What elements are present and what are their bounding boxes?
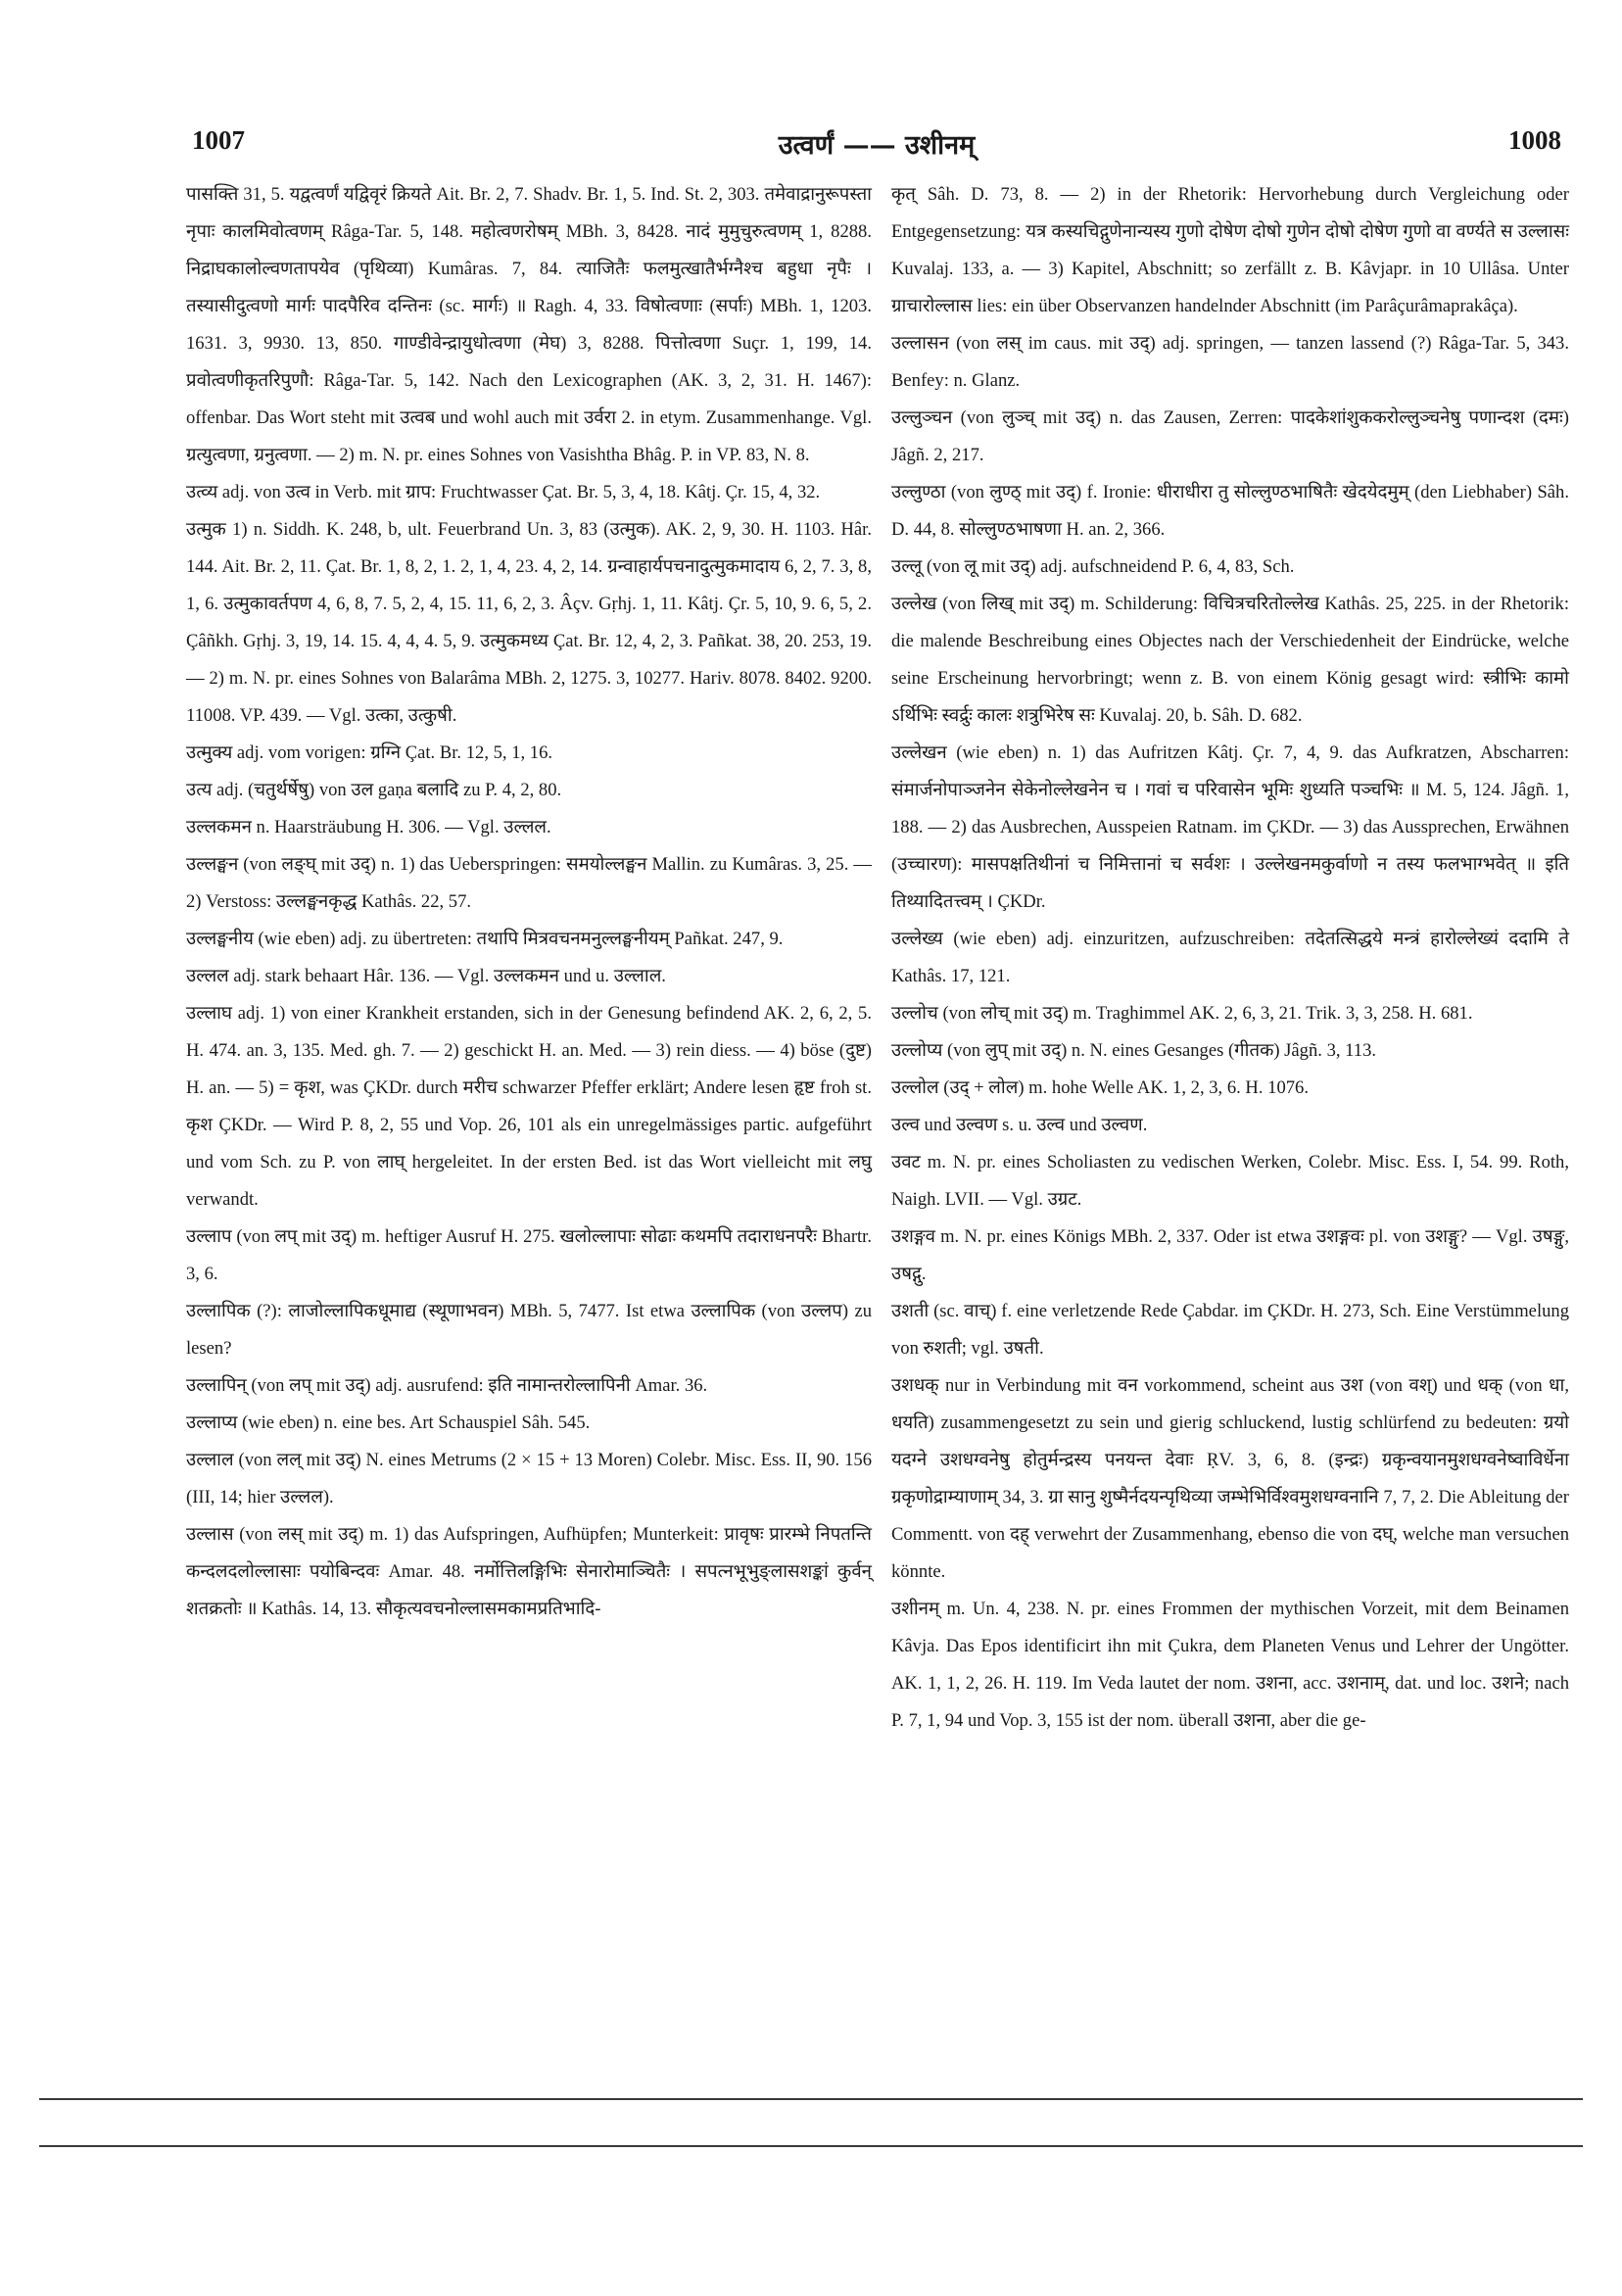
dictionary-entry: उल्लुण्ठा (von लुण्ठ् mit उद्) f. Ironie: धीराधीरा तु सोल्लुण्ठभाषितैः खेदयेदमुम् (den Liebhaber) Sâh. D. 44, 8. सोल्लुण्ठभाषणा H. an. 2, 366.	[891, 482, 1569, 540]
dictionary-entry: उल्लेख्य (wie eben) adj. einzuritzen, aufzuschreiben: तदेतत्सिद्धये मन्त्रं हारोल्लेख्यं ददामि ते Kathâs. 17, 121.	[891, 929, 1569, 986]
right-column	[891, 176, 1569, 1740]
bottom-rule	[39, 2145, 1583, 2147]
dictionary-entry: उल्लाप (von लप् mit उद्) m. heftiger Ausruf H. 275. खलोल्लापाः सोढाः कथमपि तदाराधनपरैः Bhartr. 3, 6.	[186, 1226, 872, 1284]
left-column	[186, 176, 872, 1628]
dictionary-entry: उशीनम् m. Un. 4, 238. N. pr. eines Frommen der mythischen Vorzeit, mit dem Beinamen Kâvja. Das Epos identificirt ihn mit Çukra, dem Planeten Venus und Lehrer der Ungötter. AK. 1, 1, 2, 26. H. 119. Im Veda lautet der nom. उशना, acc. उशनाम्, dat. und loc. उशने; nach P. 7, 1, 94 und Vop. 3, 155 ist der nom. überall उशना, aber die ge-	[891, 1599, 1569, 1731]
dictionary-entry: उल्लाप्य (wie eben) n. eine bes. Art Schauspiel Sâh. 545.	[186, 1412, 591, 1433]
dictionary-entry: उशती (sc. वाच्) f. eine verletzende Rede Çabdar. im ÇKDr. H. 273, Sch. Eine Verstümmelung von रुशती; vgl. उषती.	[891, 1301, 1569, 1359]
dictionary-entry: पासक्ति 31, 5. यद्वत्वर्णं यद्विवृरं क्रियते Ait. Br. 2, 7. Shadv. Br. 1, 5. Ind. St. 2, 303. तमेवाद्रानुरूपस्ता नृपाः कालमिवोत्वणम् Râga-Tar. 5, 148. महोत्वणरोषम् MBh. 3, 8428. नादं मुमुचुरुत्वणम् 1, 8288. निद्राघकालोल्वणतापयेव (पृथिव्या) Kumâras. 7, 84. त्याजितैः फलमुत्खातैर्भग्नैश्च बहुधा नृपैः । तस्यासीदुत्वणो मार्गः पादपैरिव दन्तिनः (sc. मार्गः) ॥ Ragh. 4, 33. विषोत्वणाः (सर्पाः) MBh. 1, 1203. 1631. 3, 9930. 13, 850. गाण्डीवेन्द्रायुधोत्वणा (मेघ) 3, 8288. पित्तोत्वणा Suçr. 1, 199, 14. प्रवोत्वणीकृतरिपुणौ: Râga-Tar. 5, 142. Nach den Lexicographen (AK. 3, 2, 31. H. 1467): offenbar. Das Wort steht mit उत्वब und wohl auch mit उर्वरा 2. in etym. Zusammenhange. Vgl. ग्रत्युत्वणा, ग्रनुत्वणा. — 2) m. N. pr. eines Sohnes von Vasishtha Bhâg. P. in VP. 83, N. 8.	[186, 184, 872, 465]
dictionary-entry: उल्व und उल्वण s. u. उल्व und उल्वण.	[891, 1115, 1148, 1135]
dictionary-entry: उत्मुक्य adj. vom vorigen: ग्रग्नि Çat. Br. 12, 5, 1, 16.	[186, 742, 553, 763]
dictionary-entry: उल्लेखन (wie eben) n. 1) das Aufritzen Kâtj. Çr. 7, 4, 9. das Aufkratzen, Abscharren: संमार्जनोपाञ्जनेन सेकेनोल्लेखनेन च । गवां च परिवासेन भूमिः शुध्यति पञ्चभिः ॥ M. 5, 124. Jâgñ. 1, 188. — 2) das Ausbrechen, Ausspeien Ratnam. im ÇKDr. — 3) das Aussprechen, Erwähnen (उच्चारण): मासपक्षतिथीनां च निमित्तानां च सर्वशः । उल्लेखनमकुर्वाणो न तस्य फलभाग्भवेत् ॥ इति तिथ्यादितत्त्वम् । ÇKDr.	[891, 742, 1569, 912]
dictionary-entry: उल्लोल (उद् + लोल) m. hohe Welle AK. 1, 2, 3, 6. H. 1076.	[891, 1077, 1309, 1098]
dictionary-entry: उत्व्य adj. von उत्व in Verb. mit ग्राप: Fruchtwasser Çat. Br. 5, 3, 4, 18. Kâtj. Çr. 15, 4, 32.	[186, 482, 821, 502]
dictionary-entry: उत्य adj. (चतुर्थर्षेषु) von उल gaṇa बलादि zu P. 4, 2, 80.	[186, 780, 562, 800]
dictionary-entry: उल्लकमन n. Haarsträubung H. 306. — Vgl. उल्लल.	[186, 817, 551, 837]
dictionary-entry: उल्लाल (von लल् mit उद्) N. eines Metrums (2 × 15 + 13 Moren) Colebr. Misc. Ess. II, 90. 156 (III, 14; hier उल्लल).	[186, 1450, 872, 1507]
right-page-number: 1008	[1508, 125, 1561, 155]
dictionary-entry: उल्लङ्घनीय (wie eben) adj. zu übertreten: तथापि मित्रवचनमनुल्लङ्घनीयम् Pañkat. 247, 9.	[186, 929, 784, 949]
dictionary-entry: कृत् Sâh. D. 73, 8. — 2) in der Rhetorik: Hervorhebung durch Vergleichung oder Entgegensetzung: यत्र कस्यचिद्गुणेनान्यस्य गुणो दोषेण दोषो गुणेन दोषो दोषेण गुणो वा वर्ण्यते स उल्लासः Kuvalaj. 133, a. — 3) Kapitel, Abschnitt; so zerfällt z. B. Kâvjapr. in 10 Ullâsa. Unter ग्राचारोल्लास lies: ein über Observanzen handelnder Abschnitt (im Parâçurâmaprakâça).	[891, 184, 1569, 316]
dictionary-entry: उशधक् nur in Verbindung mit वन vorkommend, scheint aus उश (von वश्) und धक् (von धा, धयति) zusammengesetzt zu sein und gierig schluckend, lustig schlürfend zu bedeuten: ग्रयो यदग्ने उशधग्वनेषु होतुर्मन्द्रस्य पनयन्त देवाः ṚV. 3, 6, 8. (इन्द्रः) ग्रकृन्वयानमुशधग्वनेष्वाविर्धेना ग्रकृणोद्राम्याणाम् 34, 3. ग्रा सानु शुष्मैर्नदयन्पृथिव्या जम्भेभिर्विश्वमुशधग्वनानि 7, 7, 2. Die Ableitung der Commentt. von दह् verwehrt der Zusammenhang, ebenso die von दघ्, welche man versuchen könnte.	[891, 1375, 1569, 1582]
dictionary-entry: उल्लोच (von लोच् mit उद्) m. Traghimmel AK. 2, 6, 3, 21. Trik. 3, 3, 258. H. 681.	[891, 1003, 1473, 1024]
dictionary-entry: उल्लास (von लस् mit उद्) m. 1) das Aufspringen, Aufhüpfen; Munterkeit: प्रावृषः प्रारम्भे निपतन्ति कन्दलदलोल्लासाः पयोबिन्दवः Amar. 48. नर्मोत्तिलङ्गिभिः सेनारोमाञ्चितैः । सपत्नभूभुङ्लासशङ्कां कुर्वन् शतक्रतोः ॥ Kathâs. 14, 13. सौकृत्यवचनोल्लासमकामप्रतिभादि-	[186, 1524, 872, 1619]
dictionary-entry: उवट m. N. pr. eines Scholiasten zu vedischen Werken, Colebr. Misc. Ess. I, 54. 99. Roth, Naigh. LVII. — Vgl. उग्रट.	[891, 1152, 1569, 1210]
running-head-title: उत्वर्णं —— उशीनम्	[778, 130, 976, 161]
dictionary-entry: उल्लल adj. stark behaart Hâr. 136. — Vgl. उल्लकमन und u. उल्लाल.	[186, 966, 666, 986]
dictionary-entry: उल्लङ्घन (von लङ्घ् mit उद्) n. 1) das Ueberspringen: समयोल्लङ्घन Mallin. zu Kumâras. 3, 25. — 2) Verstoss: उल्लङ्घनकृद्ध Kathâs. 22, 57.	[186, 854, 872, 912]
dictionary-entry: उल्लू (von लू mit उद्) adj. aufschneidend P. 6, 4, 83, Sch.	[891, 556, 1295, 577]
dictionary-entry: उल्लेख (von लिख् mit उद्) m. Schilderung: विचित्रचरितोल्लेख Kathâs. 25, 225. in der Rhetorik: die malende Beschreibung eines Objectes nach der Verschiedenheit der Eindrücke, welche seine Erscheinung hervorbringt; wenn z. B. von einem König gesagt wird: स्त्रीभिः कामो ऽर्थिभिः स्वर्द्रुः कालः शत्रुभिरेष सः Kuvalaj. 20, b. Sâh. D. 682.	[891, 594, 1569, 726]
dictionary-entry: उत्मुक 1) n. Siddh. K. 248, b, ult. Feuerbrand Un. 3, 83 (उत्मुक). AK. 2, 9, 30. H. 1103. Hâr. 144. Ait. Br. 2, 11. Çat. Br. 1, 8, 2, 1. 2, 1, 4, 23. 4, 2, 14. ग्रन्वाहार्यपचनादुत्मुकमादाय 6, 2, 7. 3, 8, 1, 6. उत्मुकावर्तपण 4, 6, 8, 7. 5, 2, 4, 15. 11, 6, 2, 3. Âçv. Gṛhj. 1, 11. Kâtj. Çr. 5, 10, 9. 6, 5, 2. Çâñkh. Gṛhj. 3, 19, 14. 15. 4, 4, 4. 5, 9. उत्मुकमध्य Çat. Br. 12, 4, 2, 3. Pañkat. 38, 20. 253, 19. — 2) m. N. pr. eines Sohnes von Balarâma MBh. 2, 1275. 3, 10277. Hariv. 8078. 8402. 9200. 11008. VP. 439. — Vgl. उत्का, उत्कुषी.	[186, 519, 872, 726]
page-header	[186, 125, 1567, 165]
dictionary-entry: उल्लापिन् (von लप् mit उद्) adj. ausrufend: इति नामान्तरोल्लापिनी Amar. 36.	[186, 1375, 708, 1396]
dictionary-entry: उल्लापिक (?): लाजोल्लापिकधूमाद्य (स्थूणाभवन) MBh. 5, 7477. Ist etwa उल्लापिक (von उल्लप) zu lesen?	[186, 1301, 872, 1359]
bottom-rule	[39, 2098, 1583, 2100]
dictionary-entry: उल्लासन (von लस् im caus. mit उद्) adj. springen, — tanzen lassend (?) Râga-Tar. 5, 343. Benfey: n. Glanz.	[891, 333, 1569, 391]
dictionary-entry: उशङ्गव m. N. pr. eines Königs MBh. 2, 337. Oder ist etwa उशङ्गवः pl. von उशङ्गु? — Vgl. उषङ्गु, उषद्गु.	[891, 1226, 1569, 1284]
dictionary-entry: उल्लाघ adj. 1) von einer Krankheit erstanden, sich in der Genesung befindend AK. 2, 6, 2, 5. H. 474. an. 3, 135. Med. gh. 7. — 2) geschickt H. an. Med. — 3) rein diess. — 4) böse (दुष्ट) H. an. — 5) = कृश, was ÇKDr. durch मरीच schwarzer Pfeffer erklärt; Andere lesen हृष्ट froh st. कृश ÇKDr. — Wird P. 8, 2, 55 und Vop. 26, 101 als ein unregelmässiges partic. aufgeführt und vom Sch. zu P. von लाघ् hergeleitet. In der ersten Bed. ist das Wort vielleicht mit लघु verwandt.	[186, 1003, 872, 1210]
dictionary-entry: उल्लोप्य (von लुप् mit उद्) n. N. eines Gesanges (गीतक) Jâgñ. 3, 113.	[891, 1040, 1377, 1061]
dictionary-entry: उल्लुञ्चन (von लुञ्च् mit उद्) n. das Zausen, Zerren: पादकेशांशुककरोल्लुञ्चनेषु पणान्दश (दमः) Jâgñ. 2, 217.	[891, 407, 1569, 465]
left-page-number: 1007	[192, 125, 245, 155]
